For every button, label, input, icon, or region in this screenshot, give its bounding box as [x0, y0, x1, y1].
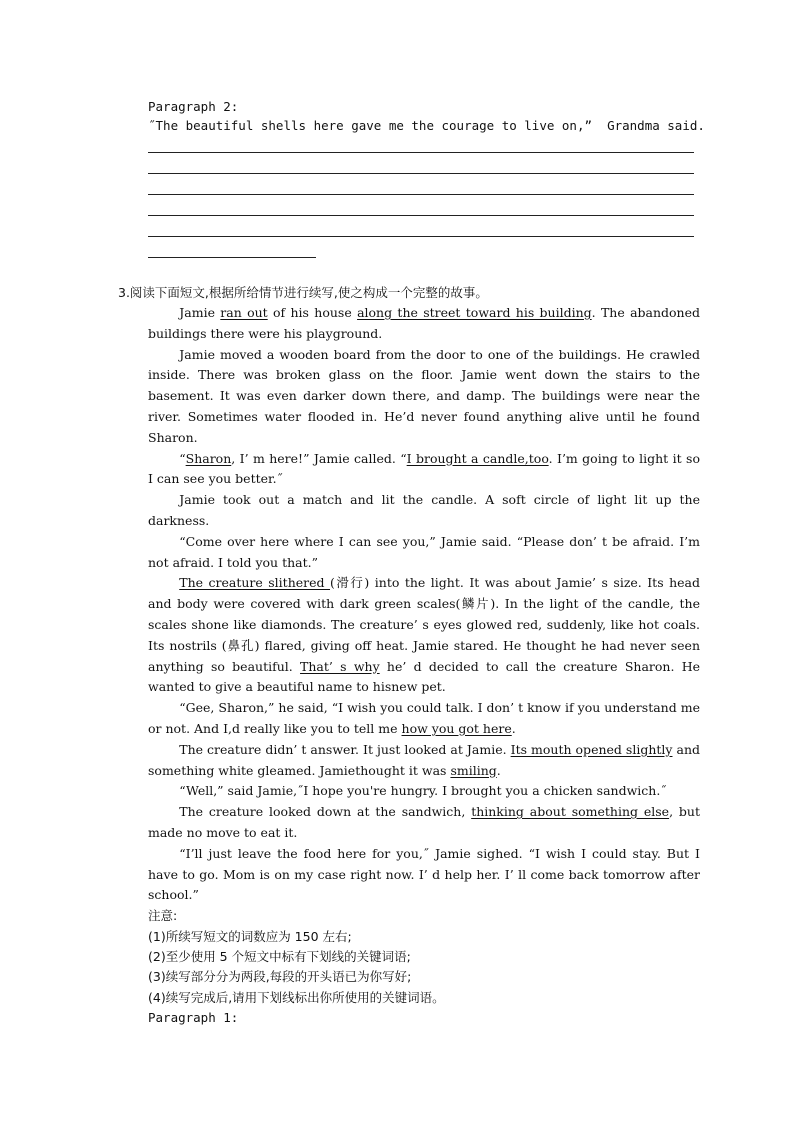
- key-phrase: Its mouth opened slightly: [510, 741, 673, 757]
- key-phrase: how you got here: [401, 720, 512, 736]
- key-phrase: The creature slithered: [179, 575, 331, 591]
- story-paragraph: [148, 449, 700, 491]
- writing-line: [148, 173, 694, 174]
- writing-line: [148, 257, 316, 258]
- paragraph-2-opening-line: ˝The beautiful shells here gave me the courage to live on,” Grandma said.: [148, 118, 705, 133]
- writing-line: [148, 215, 694, 216]
- story-text-segment: , but made no move to eat it.: [148, 804, 700, 840]
- story-paragraph: [148, 490, 700, 532]
- key-phrase: ran out: [220, 305, 268, 320]
- paragraph-1-label: Paragraph 1:: [148, 1010, 239, 1026]
- story-text-segment: . The abandoned buildings there were his playground.: [148, 305, 700, 341]
- story-text-segment: , I’ m here!” Jamie called. “: [231, 450, 407, 466]
- story-paragraph: [148, 698, 700, 740]
- paragraph-2-section: [148, 98, 708, 136]
- story-paragraph: [148, 573, 700, 698]
- story-paragraph: [148, 303, 700, 345]
- writing-line: [148, 152, 694, 153]
- story-text-segment: The creature didn’ t answer. It just looked at Jamie.: [179, 741, 511, 757]
- story-text-segment: (滑行) into the light. It was about Jamie’ s size. Its head and body were covered with dark green scales(鳞片). In the light of the candle, the scales shone like diamonds. The creature’ s eyes glowed red, suddenly, like hot coals. Its nostrils (鼻孔) flared, giving off heat. Jamie stared. He thought he had never seen anything so beautiful.: [148, 575, 701, 674]
- story-text-segment: of his house: [267, 305, 358, 320]
- story-text-segment: “Well,” said Jamie,˝I hope you're hungry. I brought you a chicken sandwich.˝: [179, 783, 667, 799]
- story-text-segment: Jamie took out a match and lit the candle. A soft circle of light lit up the darkness.: [148, 492, 700, 528]
- story-text-segment: “Come over here where I can see you,” Jamie said. “Please don’ t be afraid. I’m not afraid. I told you that.”: [148, 533, 700, 570]
- question-3: [118, 283, 708, 1028]
- note-item: (1)所续写短文的词数应为 150 左右;: [148, 928, 352, 944]
- story-paragraph: [148, 781, 700, 802]
- notes-title: 注意:: [148, 908, 178, 924]
- key-phrase: thinking about something else: [471, 804, 670, 820]
- story-text-segment: Jamie moved a wooden board from the door to one of the buildings. He crawled inside. There was broken glass on the floor. Jamie went down the stairs to the basement. It was even darker down there, and damp. The buildings were near the river. Sometimes water flooded in. He’d never found anything alive until he found Sharon.: [148, 346, 700, 445]
- key-phrase: Sharon: [185, 450, 232, 466]
- note-item: (4)续写完成后,请用下划线标出你所使用的关键词语。: [148, 989, 445, 1005]
- key-phrase: That’ s why: [300, 658, 380, 674]
- story-text-segment: “I’ll just leave the food here for you,˝ Jamie sighed. “I wish I could stay. But I have to go. Mom is on my case right now. I’ d help her. I’ ll come back tomorrow after school.”: [148, 845, 700, 903]
- story-paragraph: [148, 345, 700, 449]
- story-text-segment: The creature looked down at the sandwich,: [179, 804, 472, 820]
- story-paragraph: [148, 740, 700, 782]
- key-phrase: along the street toward his building: [357, 305, 592, 320]
- notes-section: [148, 906, 708, 1008]
- paragraph-2-label: Paragraph 2:: [148, 99, 239, 114]
- story-text: [148, 303, 700, 906]
- writing-line: [148, 236, 694, 237]
- writing-line: [148, 194, 694, 195]
- story-text-segment: he’ d decided to call the creature Sharon. He wanted to give a beautiful name to hisnew pet.: [148, 658, 700, 695]
- story-paragraph: [148, 532, 700, 574]
- story-text-segment: “: [179, 450, 186, 466]
- story-text-segment: and something white gleamed. Jamiethought it was: [148, 741, 701, 778]
- story-text-segment: .: [496, 762, 501, 778]
- question-title: 3.阅读下面短文,根据所给情节进行续写,使之构成一个完整的故事。: [118, 285, 488, 300]
- story-paragraph: [148, 802, 700, 844]
- story-text-segment: Jamie: [179, 305, 221, 320]
- key-phrase: I brought a candle,too: [406, 450, 549, 466]
- story-text-segment: . I’m going to light it so I can see you better.˝: [148, 450, 700, 487]
- story-text-segment: .: [511, 720, 516, 736]
- note-item: (3)续写部分分为两段,每段的开头语已为你写好;: [148, 969, 412, 985]
- key-phrase: smiling: [450, 762, 497, 778]
- story-text-segment: “Gee, Sharon,” he said, “I wish you could talk. I don’ t know if you understand me or not. And I,d really like you to tell me: [148, 700, 700, 736]
- story-paragraph: [148, 844, 700, 906]
- note-item: (2)至少使用 5 个短文中标有下划线的关键词语;: [148, 948, 411, 964]
